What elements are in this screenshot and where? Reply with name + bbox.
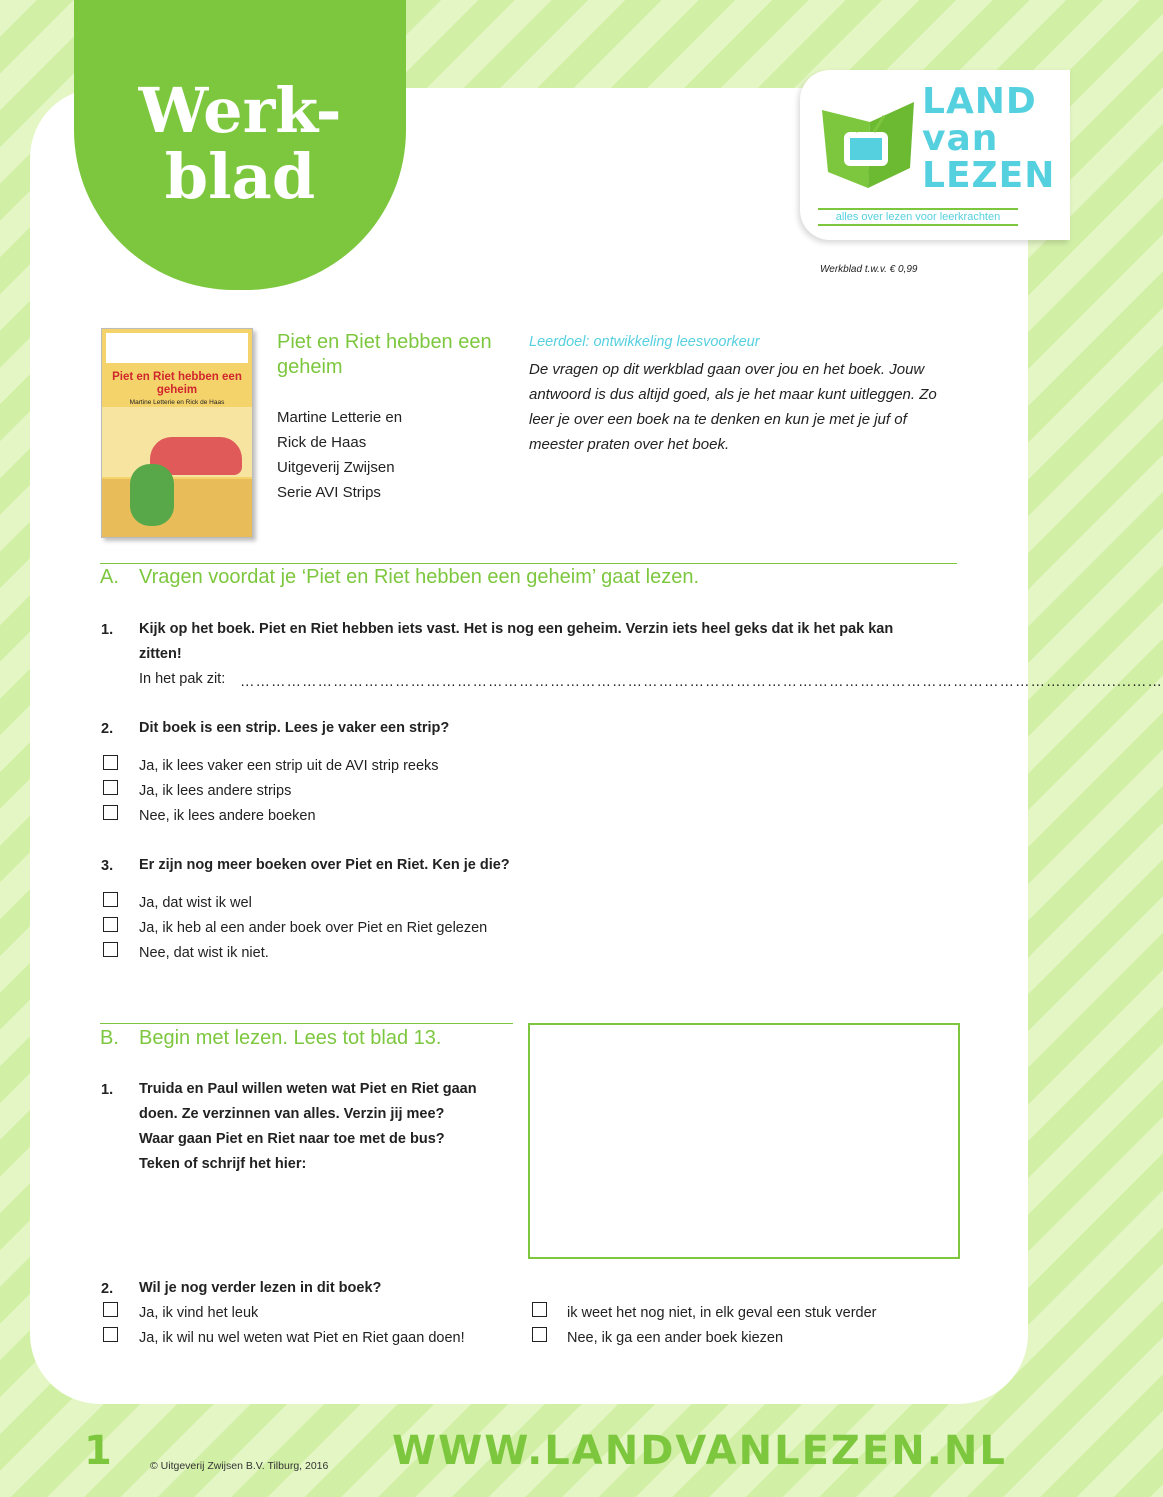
answer-checkbox[interactable]	[103, 805, 118, 820]
section-b-letter: B.	[100, 1027, 119, 1049]
price-note: Werkblad t.w.v. € 0,99	[820, 264, 918, 275]
section-a-divider	[100, 563, 957, 564]
answer-option: ik weet het nog niet, in elk geval een stuk verder	[567, 1305, 877, 1321]
cover-author: Martine Letterie en Rick de Haas	[129, 399, 225, 406]
logo-tagline: alles over lezen voor leerkrachten	[818, 208, 1018, 226]
answer-option: Ja, ik heb al een ander boek over Piet en Riet gelezen	[139, 920, 488, 936]
answer-option: Nee, dat wist ik niet.	[139, 945, 269, 961]
cover-ground	[102, 479, 252, 537]
answer-option: Nee, ik lees andere boeken	[139, 808, 316, 824]
cover-title: Piet en Riet hebben een geheim	[112, 371, 242, 396]
answer-checkbox[interactable]	[103, 755, 118, 770]
answer-checkbox[interactable]	[103, 917, 118, 932]
copyright: © Uitgeverij Zwijsen B.V. Tilburg, 2016	[150, 1460, 329, 1472]
answer-option: Ja, dat wist ik wel	[139, 895, 252, 911]
question-text: Kijk op het boek. Piet en Riet hebben iets vast. Het is nog een geheim. Verzin iets heel geks dat ik het pak kan zitten!	[139, 621, 894, 662]
cover-comic-strip	[106, 333, 248, 363]
answer-checkbox[interactable]	[103, 892, 118, 907]
cover-figure	[130, 464, 174, 526]
answer-option: Ja, ik wil nu wel weten wat Piet en Riet gaan doen!	[139, 1330, 465, 1346]
answer-line[interactable]: ……………………………………………………………………………………………………………………………………………..............……	[240, 674, 1163, 690]
question-text: Wil je nog verder lezen in dit boek?	[139, 1280, 382, 1296]
book-meta	[277, 405, 402, 505]
answer-option: Nee, ik ga een ander boek kiezen	[567, 1330, 784, 1346]
question-line: Waar gaan Piet en Riet naar toe met de bus?	[139, 1131, 445, 1147]
logo-word: LAND	[922, 81, 1037, 122]
section-b-divider	[100, 1023, 513, 1024]
learning-goal-text: De vragen op dit werkblad gaan over jou en het boek. Jouw antwoord is dus altijd goed, als je het maar kunt uitleggen. Zo leer je over een boek na te denken en kun je met je juf of meester praten over het boek.	[529, 361, 937, 453]
logo-word: van	[922, 118, 999, 159]
answer-checkbox[interactable]	[532, 1327, 547, 1342]
book-meta-line: Rick de Haas	[277, 434, 367, 451]
worksheet-title: Werk- blad	[138, 74, 342, 213]
question-number: 2.	[101, 721, 114, 737]
answer-checkbox[interactable]	[532, 1302, 547, 1317]
answer-option: Ja, ik lees andere strips	[139, 783, 292, 799]
question-text	[139, 1077, 519, 1177]
answer-option: Ja, ik vind het leuk	[139, 1305, 259, 1321]
drawing-box[interactable]	[528, 1023, 960, 1259]
logo-word: LEZEN	[922, 155, 1056, 196]
answer-option: Ja, ik lees vaker een strip uit de AVI strip reeks	[139, 758, 439, 774]
website-link[interactable]: WWW.LANDVANLEZEN.NL	[392, 1428, 1007, 1474]
answer-label: In het pak zit:	[139, 671, 226, 687]
question-line: doen. Ze verzinnen van alles. Verzin jij mee?	[139, 1106, 445, 1122]
logo-wordmark	[922, 81, 1056, 196]
book-title: Piet en Riet hebben een geheim	[277, 331, 492, 378]
answer-checkbox[interactable]	[103, 1302, 118, 1317]
section-a-title: Vragen voordat je ‘Piet en Riet hebben een geheim’ gaat lezen.	[139, 566, 700, 588]
answer-checkbox[interactable]	[103, 942, 118, 957]
section-b-title: Begin met lezen. Lees tot blad 13.	[139, 1027, 442, 1049]
answer-checkbox[interactable]	[103, 1327, 118, 1342]
book-meta-line: Serie AVI Strips	[277, 484, 381, 501]
question-text: Er zijn nog meer boeken over Piet en Riet. Ken je die?	[139, 857, 510, 873]
book-cover	[101, 328, 253, 538]
answer-checkbox[interactable]	[103, 780, 118, 795]
question-number: 3.	[101, 858, 114, 874]
question-line: Truida en Paul willen weten wat Piet en Riet gaan	[139, 1081, 477, 1097]
tv-book-icon	[818, 92, 918, 192]
learning-goal-title: Leerdoel: ontwikkeling leesvoorkeur	[529, 334, 760, 350]
section-a-letter: A.	[100, 566, 119, 588]
question-number: 1.	[101, 1082, 114, 1098]
question-number: 2.	[101, 1281, 114, 1297]
book-meta-line: Martine Letterie en	[277, 409, 403, 426]
question-line: Teken of schrijf het hier:	[139, 1156, 307, 1172]
page-number: 1	[84, 1428, 112, 1474]
question-text: Dit boek is een strip. Lees je vaker een strip?	[139, 720, 450, 736]
question-number: 1.	[101, 622, 114, 638]
book-meta-line: Uitgeverij Zwijsen	[277, 459, 395, 476]
land-van-lezen-logo[interactable]	[800, 70, 1070, 240]
